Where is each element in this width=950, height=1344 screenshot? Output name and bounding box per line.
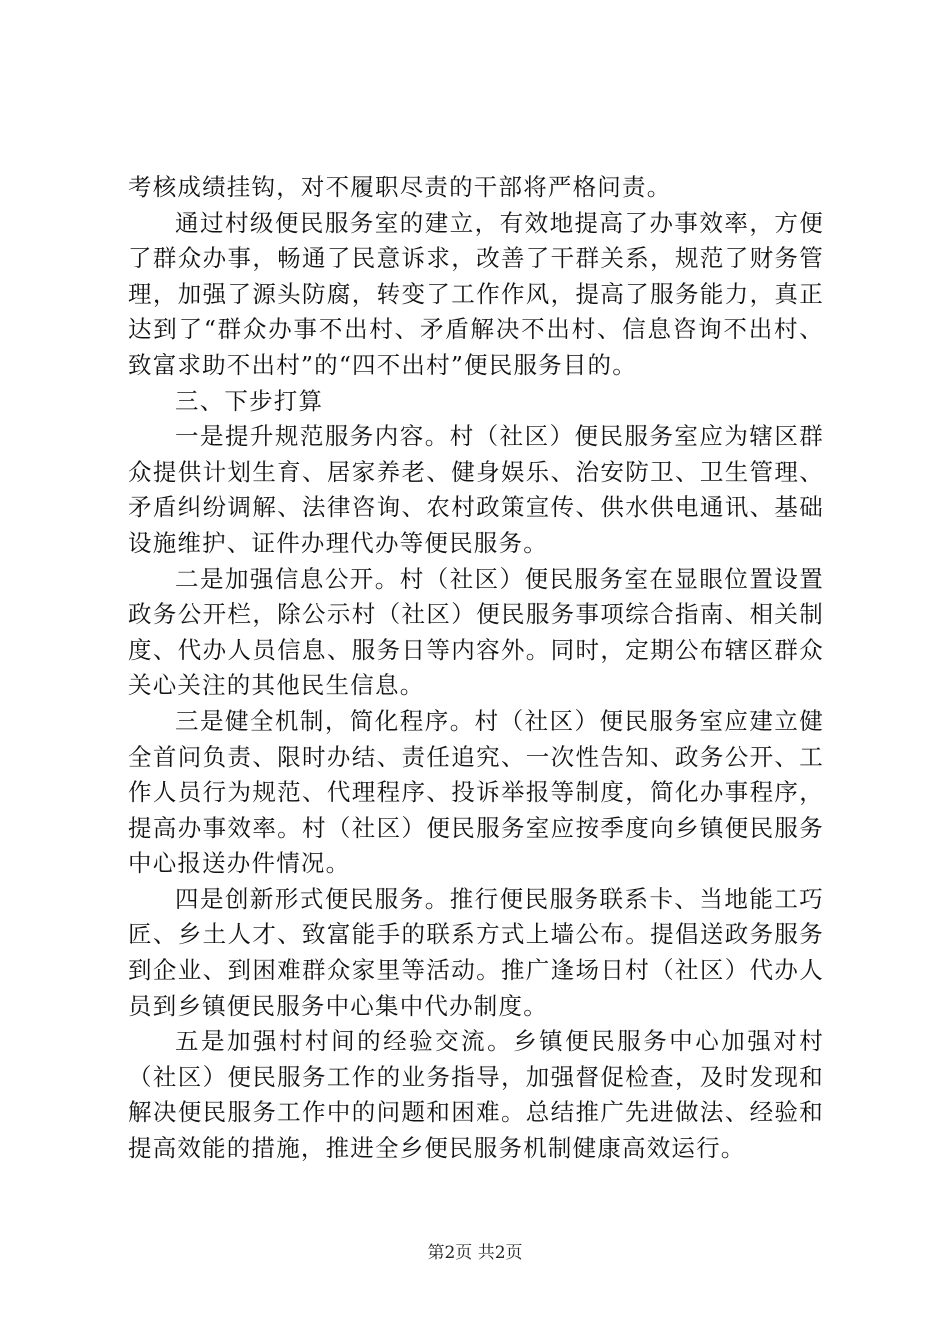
- paragraph-item-5: 五是加强村村间的经验交流。乡镇便民服务中心加强对村（社区）便民服务工作的业务指导，加强督促检查，及时发现和解决便民服务工作中的问题和困难。总结推广先进做法、经验和提高效能的措施，推进全乡便民服务机制健康高效运行。: [128, 1027, 824, 1163]
- paragraph-item-3: 三是健全机制，简化程序。村（社区）便民服务室应建立健全首问负责、限时办结、责任追究、一次性告知、政务公开、工作人员行为规范、代理程序、投诉举报等制度，简化办事程序，提高办事效率。村（社区）便民服务室应按季度向乡镇便民服务中心报送办件情况。: [128, 706, 824, 878]
- paragraph-item-4: 四是创新形式便民服务。推行便民服务联系卡、当地能工巧匠、乡土人才、致富能手的联系方式上墙公布。提倡送政务服务到企业、到困难群众家里等活动。推广逢场日村（社区）代办人员到乡镇便民服务中心集中代办制度。: [128, 884, 824, 1020]
- paragraph-summary: 通过村级便民服务室的建立，有效地提高了办事效率，方便了群众办事，畅通了民意诉求，改善了干群关系，规范了财务管理，加强了源头防腐，转变了工作作风，提高了服务能力，真正达到了“群众办事不出村、矛盾解决不出村、信息咨询不出村、致富求助不出村”的“四不出村”便民服务目的。: [128, 208, 824, 379]
- section-heading-next-steps: 三、下步打算: [175, 386, 324, 415]
- paragraph-item-1: 一是提升规范服务内容。村（社区）便民服务室应为辖区群众提供计划生育、居家养老、健身娱乐、治安防卫、卫生管理、矛盾纠纷调解、法律咨询、农村政策宣传、供水供电通讯、基础设施维护、证件办理代办等便民服务。: [128, 422, 824, 557]
- page-number-footer: 第2页 共2页: [427, 1243, 523, 1263]
- paragraph-item-2: 二是加强信息公开。村（社区）便民服务室在显眼位置设置政务公开栏，除公示村（社区）便民服务事项综合指南、相关制度、代办人员信息、服务日等内容外。同时，定期公布辖区群众关心关注的其他民生信息。: [128, 564, 824, 700]
- paragraph-continuation: 考核成绩挂钩，对不履职尽责的干部将严格问责。: [128, 173, 672, 201]
- document-body: [128, 170, 824, 1167]
